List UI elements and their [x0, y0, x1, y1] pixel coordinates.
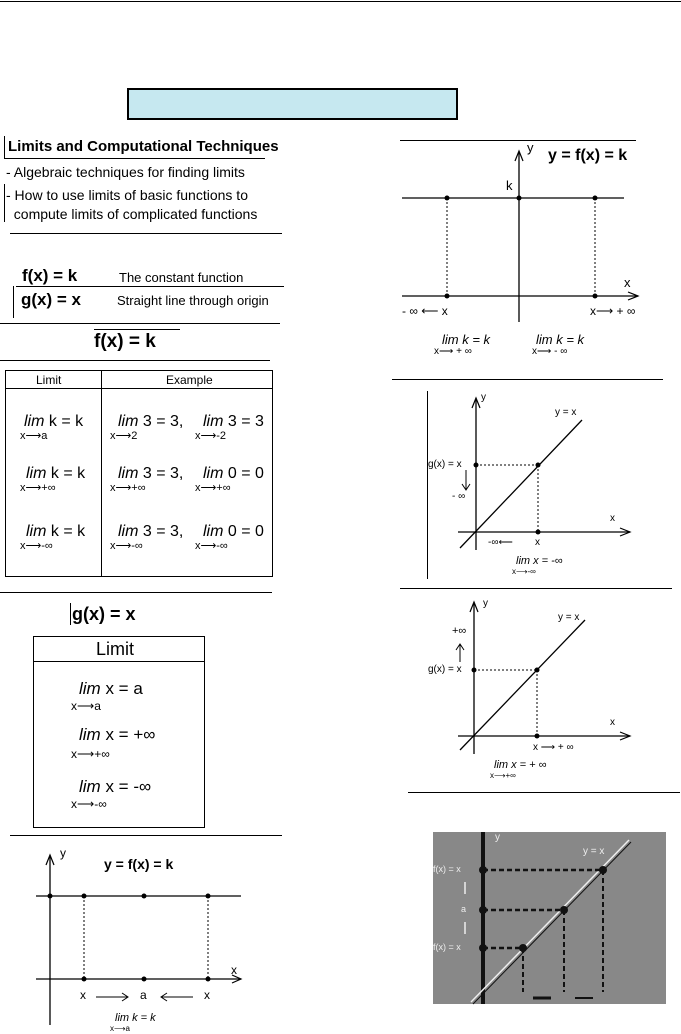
- graph-photo-drawing: [433, 832, 666, 1004]
- table-row-2-limit-sub: x⟶+∞: [20, 482, 56, 494]
- graph-bl-caption-sub: x⟶a: [110, 1024, 130, 1033]
- graph1-k-label: k: [506, 178, 513, 193]
- function-bar: [13, 286, 14, 318]
- table-row-3-ex2-sub: x⟶-∞: [195, 540, 228, 552]
- graph-identity-minus-inf: [440, 390, 640, 560]
- table-header-line: [6, 388, 272, 389]
- right-divider-1: [392, 379, 663, 380]
- table-header-limit: Limit: [36, 373, 62, 387]
- graph4-label-2: a: [461, 904, 467, 914]
- divider-4: [0, 592, 272, 593]
- bullet-2: - How to use limits of basic functions to: [6, 187, 248, 203]
- graph3-gx-label: g(x) = x: [428, 664, 462, 675]
- table-row-1-ex2-sub: x⟶-2: [195, 430, 227, 442]
- graph2-y-label: y: [481, 392, 486, 403]
- title-box: [127, 88, 458, 120]
- table-row-3-limit: lim k = k: [26, 523, 86, 540]
- heading-bar: [4, 136, 5, 158]
- graph3-x-arrow: x ⟶ + ∞: [533, 742, 574, 753]
- graph2-caption-sub: x⟶-∞: [512, 567, 536, 576]
- section-heading: Limits and Computational Techniques: [8, 138, 279, 155]
- top-rule: [0, 1, 681, 2]
- graph2-minus-inf: - ∞: [452, 491, 466, 502]
- graph1-right-arrow: x⟶ + ∞: [590, 304, 636, 318]
- table-row-3-ex1-sub: x⟶-∞: [110, 540, 143, 552]
- f-title-overline: [94, 329, 180, 330]
- graph-bl-tick-1: x: [80, 988, 86, 1002]
- right-divider-2: [400, 588, 672, 589]
- graph-bl-y-label: y: [60, 846, 66, 860]
- divider-2: [0, 323, 280, 324]
- function-f-desc: The constant function: [119, 270, 244, 285]
- graph-constant: [402, 142, 638, 317]
- graph1-caption-1-sub: x⟶ + ∞: [434, 346, 472, 357]
- graph4-y-label: y: [495, 832, 500, 843]
- heading-underline: [4, 158, 265, 159]
- g-title-bar: [70, 603, 71, 625]
- table-row-1-limit-sub: x⟶a: [20, 430, 48, 442]
- table-g-header: Limit: [96, 639, 135, 659]
- graph2-arrow: -∞⟵: [488, 537, 513, 548]
- table-g-row-2: lim x = +∞: [79, 725, 156, 744]
- graph1-y-label: y: [527, 140, 534, 155]
- table-row-3-limit-sub: x⟶-∞: [20, 540, 53, 552]
- function-g-desc: Straight line through origin: [117, 293, 269, 308]
- graph1-left-arrow: - ∞ ⟵ x: [402, 304, 448, 318]
- graph1-x-label: x: [624, 275, 631, 290]
- bullet-bar: [4, 184, 5, 222]
- table-row-2-ex1-sub: x⟶+∞: [110, 482, 146, 494]
- right-top-rule: [400, 140, 636, 141]
- graph3-caption: lim x = + ∞: [494, 759, 547, 771]
- table-row-2-ex1: lim 3 = 3,: [118, 465, 184, 482]
- table-g-header-line: [34, 661, 204, 662]
- graph-bl-tick-2: a: [140, 988, 147, 1002]
- graph2-caption: lim x = -∞: [516, 555, 563, 567]
- table-g-row-2-sub: x⟶+∞: [71, 747, 110, 761]
- graph-bl-caption: lim k = k: [115, 1012, 156, 1024]
- divider-1: [10, 233, 282, 234]
- right-divider-3: [408, 792, 680, 793]
- graph2-frame: [427, 391, 428, 579]
- graph-photo-panel: [433, 832, 666, 1004]
- table-row-1-ex1-sub: x⟶2: [110, 430, 138, 442]
- divider-3: [0, 360, 270, 361]
- table-row-2-ex2-sub: x⟶+∞: [195, 482, 231, 494]
- graph-constant-x-to-a: [36, 845, 246, 1034]
- section-g-title: g(x) = x: [72, 604, 136, 624]
- divider-5: [10, 835, 282, 836]
- graph-bl-title: y = f(x) = k: [104, 856, 174, 872]
- graph-bl-x-label: x: [231, 963, 237, 977]
- graph4-label-3: f(x) = x: [433, 942, 461, 952]
- graph2-x-tick: x: [535, 537, 540, 548]
- graph-bl-tick-3: x: [204, 988, 210, 1002]
- graph4-line-label: y = x: [583, 846, 605, 857]
- table-g-row-3: lim x = -∞: [79, 777, 152, 796]
- bullet-1: - Algebraic techniques for finding limits: [6, 164, 245, 180]
- graph3-caption-sub: x⟶+∞: [490, 771, 516, 780]
- graph1-caption-2-sub: x⟶ - ∞: [532, 346, 568, 357]
- function-g-name: g(x) = x: [21, 290, 81, 309]
- section-f-title: f(x) = k: [94, 331, 156, 352]
- table-row-1-limit: lim k = k: [24, 413, 84, 430]
- graph3-x-label: x: [610, 717, 615, 728]
- bullet-3: compute limits of complicated functions: [6, 206, 258, 222]
- table-column-line: [101, 371, 102, 576]
- graph3-line-label: y = x: [558, 612, 580, 623]
- graph4-label-1: f(x) = x: [433, 864, 461, 874]
- graph1-caption-2: lim k = k: [536, 332, 585, 347]
- table-row-1-ex2: lim 3 = 3: [203, 413, 264, 430]
- table-header-example: Example: [166, 373, 213, 387]
- table-g-row-1-sub: x⟶a: [71, 699, 101, 713]
- function-sep: [16, 286, 284, 287]
- graph2-gx-label: g(x) = x: [428, 459, 462, 470]
- table-row-1-ex1: lim 3 = 3,: [118, 413, 184, 430]
- graph1-title: y = f(x) = k: [548, 147, 628, 164]
- table-row-2-limit: lim k = k: [26, 465, 86, 482]
- table-row-2-ex2: lim 0 = 0: [203, 465, 264, 482]
- graph3-y-label: y: [483, 598, 488, 609]
- table-g-row-3-sub: x⟶-∞: [71, 797, 107, 811]
- table-row-3-ex2: lim 0 = 0: [203, 523, 264, 540]
- table-row-3-ex1: lim 3 = 3,: [118, 523, 184, 540]
- graph3-plus-inf: +∞: [452, 625, 467, 637]
- function-f-name: f(x) = k: [22, 266, 78, 285]
- graph1-caption-1: lim k = k: [442, 332, 491, 347]
- graph2-line-label: y = x: [555, 407, 577, 418]
- identity-limit-table: [33, 636, 205, 828]
- graph2-x-label: x: [610, 513, 615, 524]
- table-g-row-1: lim x = a: [79, 679, 143, 698]
- constant-limit-table: [5, 370, 273, 577]
